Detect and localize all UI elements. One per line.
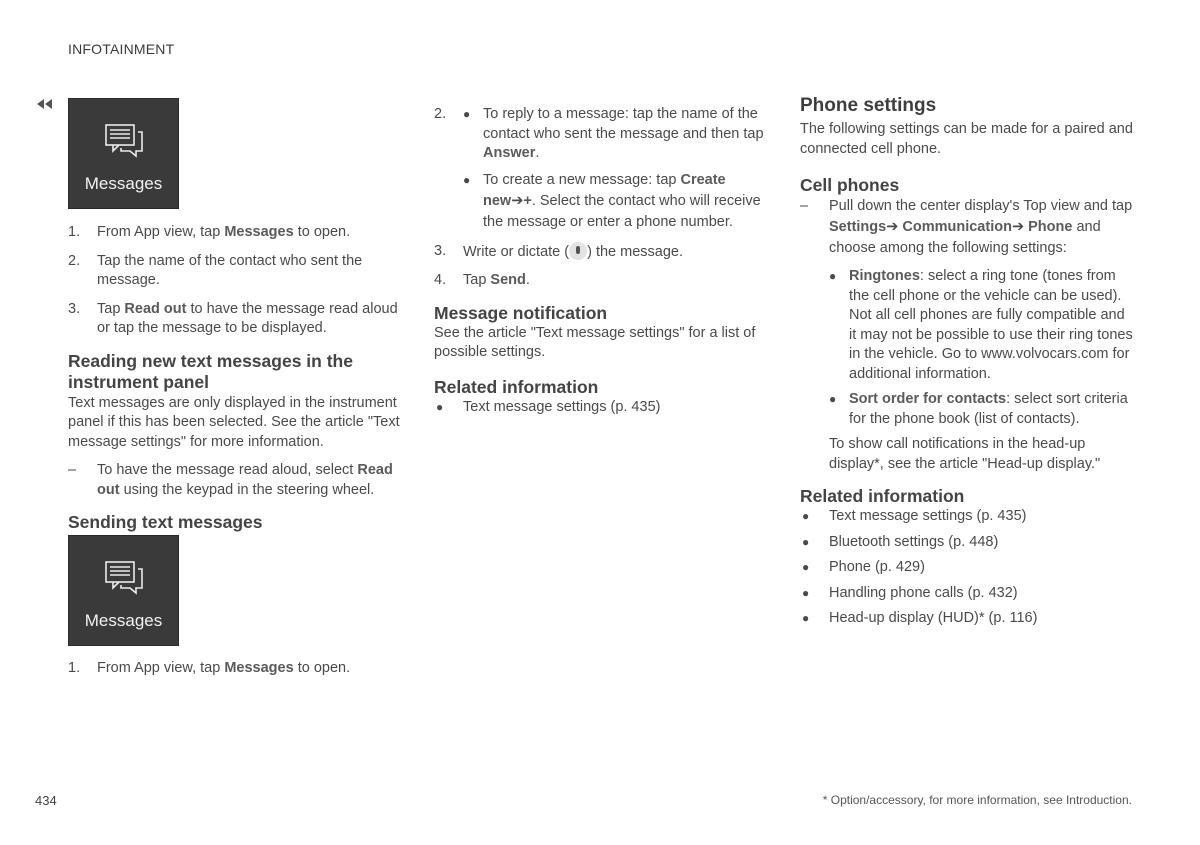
arrow-right-icon: ➔ [511, 192, 524, 209]
column-left [68, 98, 403, 679]
paragraph-hud: To show call notifications in the head-up display*, see the article "Head-up display." [829, 436, 1101, 472]
page-number: 434 [35, 793, 57, 808]
footnote: * Option/accessory, for more information, see Introduction. [822, 793, 1132, 807]
step-3-dictate: 3. Write or dictate ( ) the message. [434, 242, 684, 260]
related-list [800, 507, 1135, 629]
heading-cell-phones: Cell phones [800, 175, 900, 195]
messages-app-tile-2[interactable] [68, 535, 179, 646]
related-link[interactable]: ● Handling phone calls (p. 432) [802, 584, 1018, 601]
heading-related-info-middle: Related information [434, 376, 599, 397]
tile-label: Messages [84, 174, 163, 193]
related-link[interactable]: ● Phone (p. 429) [802, 559, 925, 575]
step-3: 3. Tap Read out to have the message read aloud or tap the message to be displayed. [68, 300, 398, 336]
step-1-sending: 1. From App view, tap Messages to open. [68, 660, 351, 676]
bullet-create: ● To create a new message: tap Create new➔+. Select the contact who will receive the message or enter a phone number. [463, 171, 761, 230]
dash-item-read-aloud: – To have the message read aloud, select Read out using the keypad in the steering wheel. [68, 462, 393, 498]
column-middle [434, 96, 769, 417]
bullet-reply: ● To reply to a message: tap the name of the contact who sent the message and then tap Answer. [463, 106, 764, 161]
tile-label: Messages [84, 611, 163, 630]
column-right [800, 95, 1135, 629]
related-link[interactable]: ● Head-up display (HUD)* (p. 116) [802, 610, 1038, 626]
bullet-sort-order: ● Sort order for contacts: select sort criteria for the phone book (list of contacts). [829, 391, 1128, 427]
step-1: 1. From App view, tap Messages to open. [68, 224, 351, 240]
heading-related-info-right: Related information [800, 486, 965, 506]
messages-icon [105, 124, 143, 158]
messages-icon [105, 561, 143, 595]
heading-reading-messages: Reading new text messages in the instrument panel [68, 350, 353, 392]
step-4-send: 4. Tap Send. [434, 272, 530, 288]
arrow-right-icon: ➔ [886, 219, 899, 235]
step-2-sending: 2. ● To reply to a message: tap the name of the contact who sent the message and then tap Answer. ● To create a new message: tap Create new➔+. Select the contact who will receive the message or enter a phone number. [434, 105, 769, 233]
heading-phone-settings: Phone settings [800, 95, 937, 116]
double-chevron-left-icon[interactable] [35, 98, 55, 110]
related-link[interactable]: ● Text message settings (p. 435) [802, 508, 1027, 524]
related-link[interactable]: ● Bluetooth settings (p. 448) [802, 533, 999, 550]
paragraph-phone-settings: The following settings can be made for a paired and connected cell phone. [800, 121, 1133, 157]
bullet-ringtones: ● Ringtones: select a ring tone (tones from the cell phone or the vehicle can be used). Not all cell phones are fully compatible and it may not be possible to use their ring tones in the vehicle. Go to www.volvocars.com for additional information. [829, 268, 1133, 382]
arrow-right-icon: ➔ [1011, 219, 1025, 235]
paragraph-notification: See the article "Text message settings" for a list of possible settings. [434, 324, 756, 360]
related-link[interactable]: ● Text message settings (p. 435) [436, 398, 661, 415]
step-2: 2. Tap the name of the contact who sent the message. [68, 252, 363, 288]
microphone-icon [569, 242, 587, 260]
messages-app-tile[interactable] [68, 98, 179, 209]
heading-message-notification: Message notification [434, 302, 608, 323]
heading-sending-messages: Sending text messages [68, 512, 263, 532]
dash-item-settings-path: – Pull down the center display's Top view and tap Settings➔ Communication➔ Phone and choose among the following settings: ● Ringtones: select a ring tone (tones from the cell phone or the vehicle can be used). Not all cell phones are fully compatible and it may not be possible to use their ring tones in the vehicle. Go to www.volvocars.com for additional information. ● Sort order for contacts: select sort criteria for the phone book (list of contacts). To show call notifications in the head-up display*, see the article "Head-up display." [800, 196, 1135, 474]
paragraph-reading: Text messages are only displayed in the instrument panel if this has been selected. See the article "Text message settings" for more information. [68, 394, 400, 450]
section-label: INFOTAINMENT [68, 41, 175, 57]
